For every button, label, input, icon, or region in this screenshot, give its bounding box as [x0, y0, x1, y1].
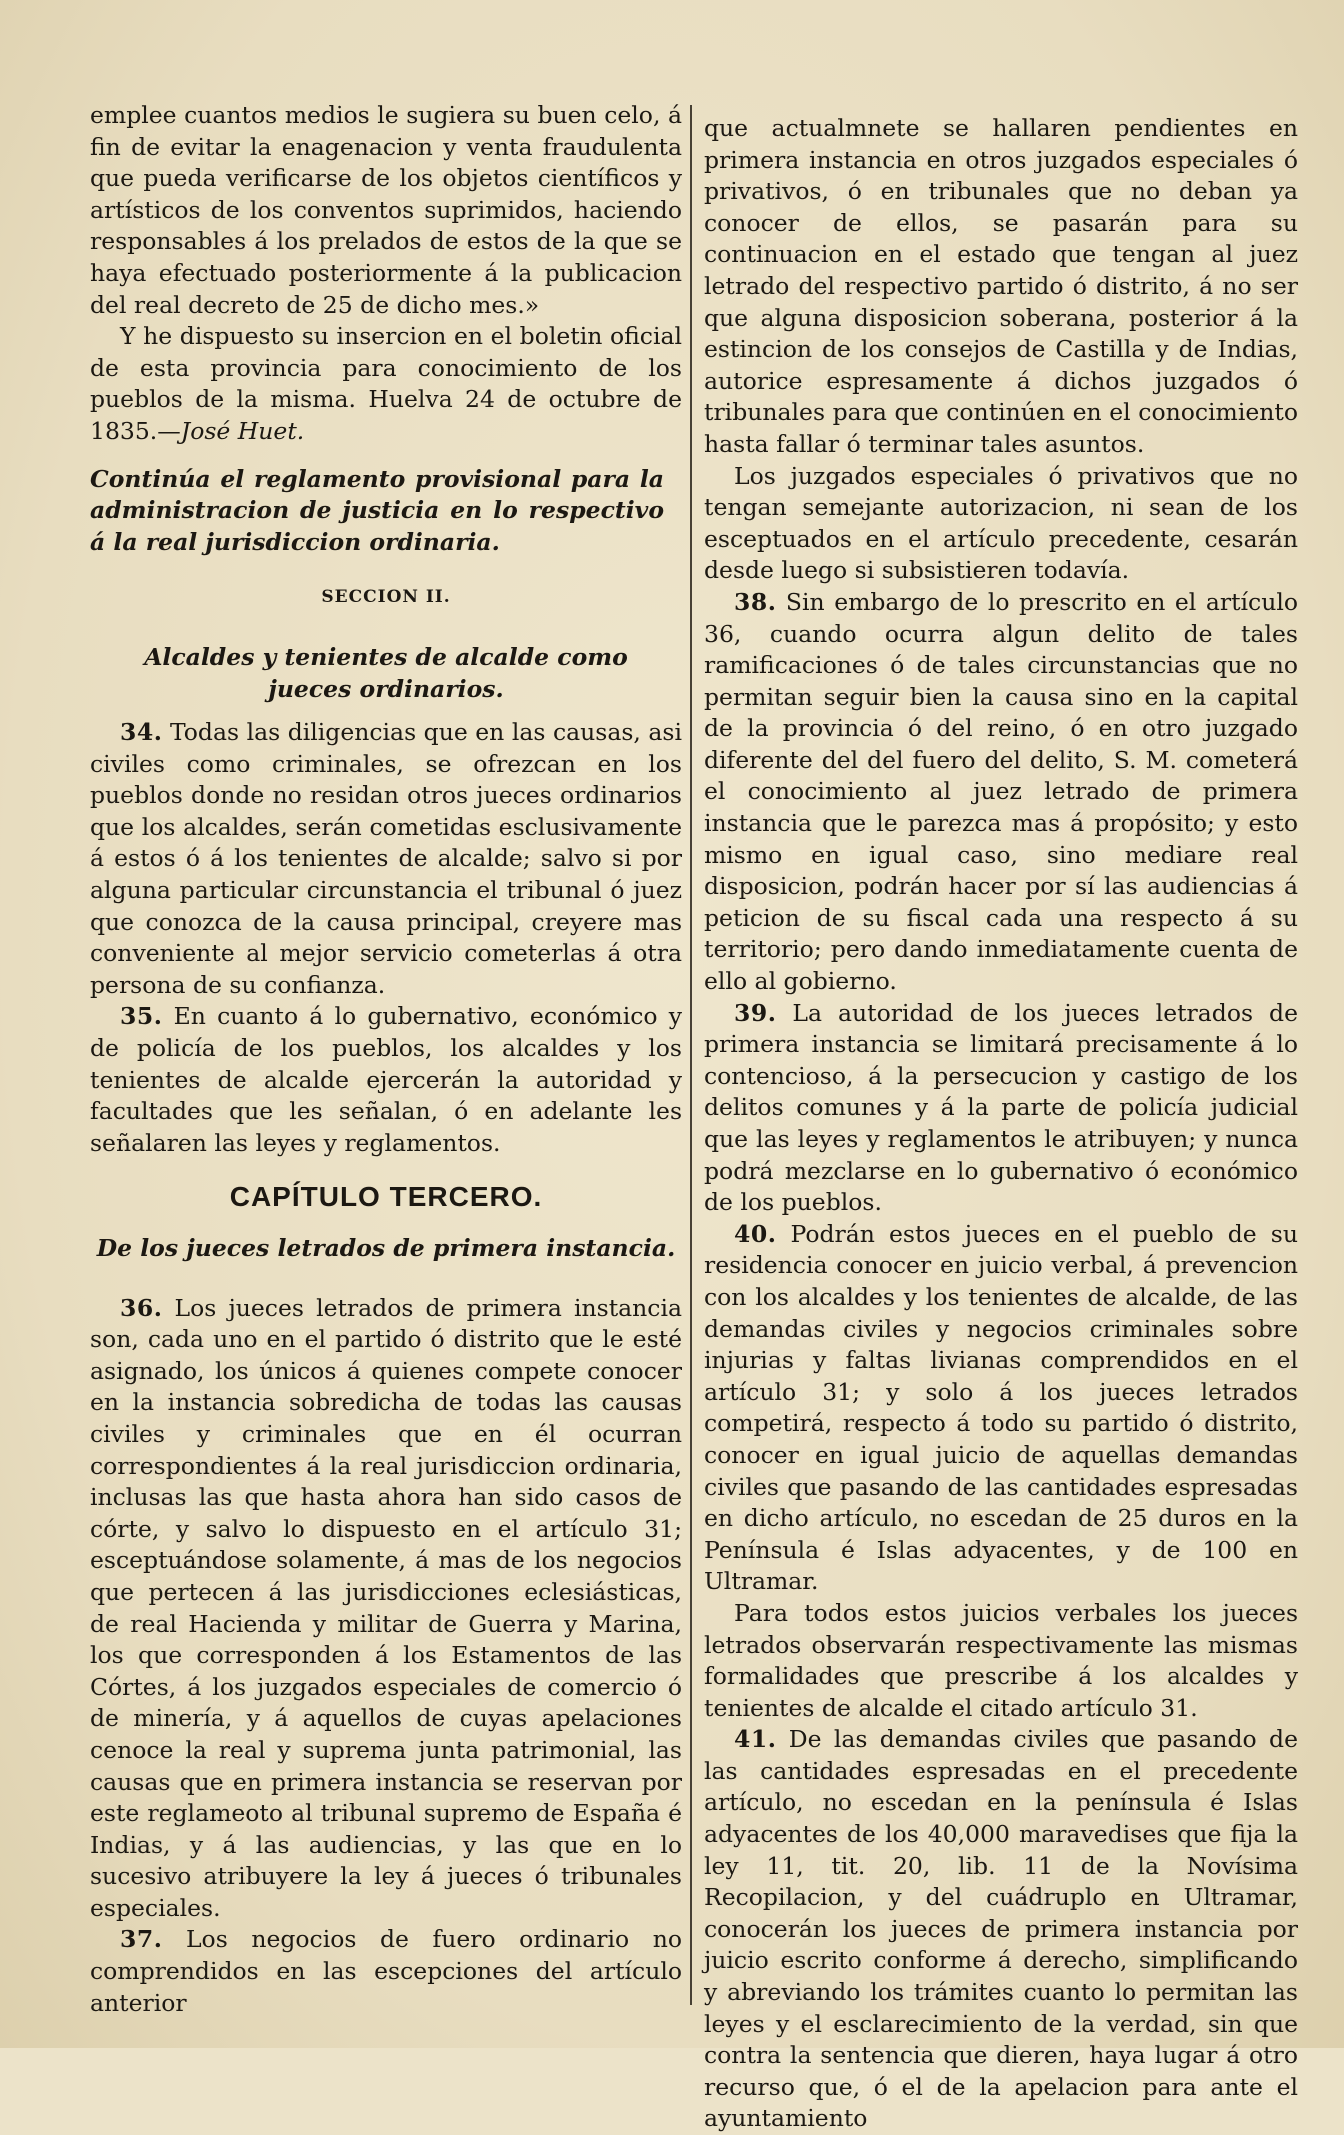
section-subhead: Alcaldes y tenientes de alcalde como jueces ordinarios. [144, 642, 628, 703]
article-number: 40. [734, 1219, 777, 1248]
article-37 [90, 1924, 682, 2019]
left-column [90, 100, 682, 2019]
paragraph-continuation: que actualmnete se hallaren pendientes en primera instancia en otros juzgados especiales ó privativos, ó en tribunales que no deban ya conocer de ellos, se pasarán para su continuacion en el estado que tengan al juez letrado del respectivo partido ó distrito, á no ser que alguna disposicion soberana, posterior á la estincion de los consejos de Castilla y de Indias, autorice espresamente á dichos juzgados ó tribunales para que continúen en el conocimiento hasta fallar ó terminar tales asuntos. [704, 114, 1298, 458]
article-text: Los jueces letrados de primera instancia son, cada uno en el partido ó distrito que le esté asignado, los únicos á quienes compete conocer en la instancia sobredicha de todas las causas civiles y criminales que en él ocurran correspondientes á la real jurisdiccion ordinaria, inclusas las que hasta ahora han sido casos de córte, y salvo lo dispuesto en el artículo 31; esceptuándose solamente, á mas de los negocios que pertecen á las jurisdicciones eclesiásticas, de real Hacienda y militar de Guerra y Marina, los que corresponden á los Estamentos de las Córtes, á los juzgados especiales de comercio ó de minería, y á aquellos de cuyas apelaciones cenoce la real y suprema junta patrimonial, las causas que en primera instancia se reservan por este reglameoto al tribunal supremo de España é Indias, y á las audiencias, y las que en lo sucesivo atribuyere la ley á jueces ó tribunales especiales. [90, 1293, 682, 1922]
article-38 [704, 587, 1298, 998]
paragraph-continuation: emplee cuantos medios le sugiera su buen celo, á fin de evitar la enagenacion y venta fraudulenta que pueda verificarse de los objetos científicos y artísticos de los conventos suprimidos, haciendo responsables á los prelados de estos de la que se haya efectuado posteriormente á la publicacion del real decreto de 25 de dicho mes.» [90, 101, 682, 319]
article-36 [90, 1293, 682, 1925]
article-text: Los negocios de fuero ordinario no comprendidos en las escepciones del artículo anterior [90, 1925, 682, 2017]
article-41 [704, 1724, 1298, 2135]
column-divider [690, 105, 692, 2005]
article-34 [90, 717, 682, 1001]
right-column [704, 113, 1298, 2135]
article-number: 34. [120, 718, 163, 747]
article-number: 41. [734, 1725, 777, 1754]
article-text: La autoridad de los jueces letrados de primera instancia se limitará precisamente á lo contencioso, á la persecucion y castigo de los delitos comunes y á la parte de policía judicial que las leyes y reglamentos le atribuyen; y nunca podrá mezclarse en lo gubernativo ó económico de los pueblos. [704, 998, 1298, 1217]
paragraph-juicios: Para todos estos juicios verbales los jueces letrados observarán respectivamente las mismas formalidades que prescribe á los alcaldes y tenientes de alcalde el citado artículo 31. [704, 1598, 1298, 1722]
article-number: 38. [734, 587, 777, 616]
article-number: 39. [734, 998, 777, 1027]
article-text: Todas las diligencias que en las causas, asi civiles como criminales, se ofrezcan en los pueblos donde no residan otros jueces ordinarios que los alcaldes, serán cometidas esclusivamente á estos ó á los tenientes de alcalde; salvo si por alguna particular circunstancia el tribunal ó juez que conozca de la causa principal, creyere mas conveniente al mejor servicio cometerlas á otra persona de su confianza. [90, 718, 682, 999]
article-text: Sin embargo de lo prescrito en el artículo 36, cuando ocurra algun delito de tales ramificaciones ó de tales circunstancias que no permitan seguir bien la causa sino en la capital de la provincia ó del reino, ó en otro juzgado diferente del del fuero del delito, S. M. cometerá el conocimiento al juez letrado de primera instancia que le parezca mas á propósito; y esto mismo en igual caso, sino mediare real disposicion, podrán hacer por sí las audiencias á peticion de su fiscal cada una respecto á su territorio; pero dando inmediatamente cuenta de ello al gobierno. [704, 587, 1298, 996]
chapter-title: CAPÍTULO TERCERO. [229, 1181, 543, 1213]
chapter-subtitle: De los jueces letrados de primera instancia. [96, 1234, 676, 1262]
article-text: En cuanto á lo gubernativo, económico y de policía de los pueblos, los alcaldes y los tenientes de alcalde ejercerán la autoridad y facultades que les señalan, ó en adelante les señalaren las leyes y reglamentos. [90, 1002, 682, 1157]
section-title: SECCION II. [321, 587, 451, 608]
paragraph-juzgados: Los juzgados especiales ó privativos que no tengan semejante autorizacion, ni sean de los esceptuados en el artículo precedente, cesarán desde luego si subsistieren todavía. [704, 461, 1298, 585]
publication-text: Y he dispuesto su insercion en el boletin oficial de esta provincia para conocimiento de los pueblos de la misma. Huelva 24 de octubre de 1835.— [90, 322, 682, 445]
article-number: 36. [120, 1293, 163, 1322]
article-text: Podrán estos jueces en el pueblo de su residencia conocer en juicio verbal, á prevencion con los alcaldes y los tenientes de alcalde, de las demandas civiles y negocios criminales sobre injurias y faltas livianas comprendidos en el artículo 31; y solo á los jueces letrados competirá, respecto á todo su partido ó distrito, conocer en igual juicio de aquellas demandas civiles que pasando de las cantidades espresadas en dicho artículo, no escedan de 25 duros en la Península é Islas adyacentes, y de 100 en Ultramar. [704, 1219, 1298, 1596]
article-number: 37. [120, 1925, 163, 1954]
article-text: De las demandas civiles que pasando de las cantidades espresadas en el precedente artículo, no escedan en la península é Islas adyacentes de los 40,000 maravedises que fija la ley 11, tit. 20, lib. 11 de la Novísima Recopilacion, y del cuádruplo en Ultramar, conocerán los jueces de primera instancia por juicio escrito conforme á derecho, simplificando y abreviando los trámites cuanto lo permitan las leyes y el esclarecimiento de la verdad, sin que contra la sentencia que dieren, haya lugar á otro recurso que, ó el de la apelacion para ante el ayuntamiento [704, 1725, 1298, 2133]
article-39 [704, 998, 1298, 1219]
continua-heading: Continúa el reglamento provisional para la administracion de justicia en lo respectivo á la real jurisdiccion ordinaria. [90, 464, 664, 556]
article-40 [704, 1219, 1298, 1598]
paragraph-publication [90, 321, 682, 447]
article-number: 35. [120, 1002, 163, 1031]
signature: José Huet. [180, 416, 305, 445]
article-35 [90, 1001, 682, 1159]
